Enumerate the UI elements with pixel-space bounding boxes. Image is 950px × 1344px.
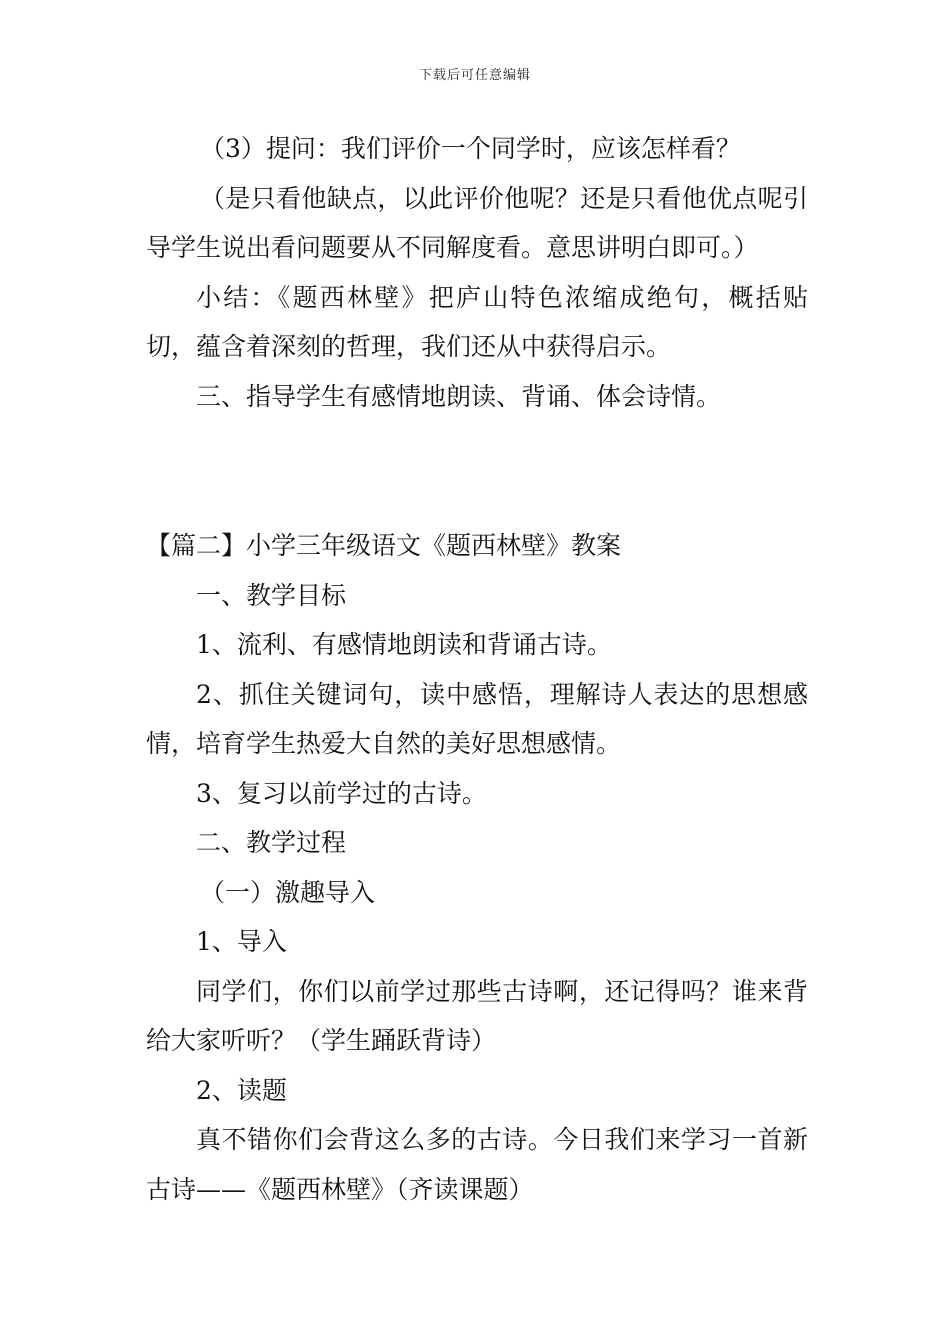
section-1-body bbox=[146, 124, 808, 421]
paragraph-goals-heading: 一、教学目标 bbox=[196, 580, 347, 610]
paragraph-process-heading: 二、教学过程 bbox=[196, 828, 347, 857]
paragraph-question: （3）提问：我们评价一个同学时，应该怎样看？ bbox=[200, 134, 741, 163]
paragraph-summary: 小结：《题西林壁》把庐山特色浓缩成绝句，概括贴切，蕴含着深刻的哲理，我们还从中获得启示。 bbox=[146, 282, 808, 361]
paragraph-step-three: 三、指导学生有感情地朗读、背诵、体会诗情。 bbox=[196, 381, 722, 411]
paragraph-goal-2: 2、抓住关键词句，读中感悟，理解诗人表达的思想感情，培育学生热爱大自然的美好思想感情。 bbox=[146, 679, 808, 758]
paragraph-read-title-text: 真不错你们会背这么多的古诗。今日我们来学习一首新古诗——《题西林壁》（齐读课题） bbox=[146, 1125, 808, 1204]
paragraph-intro-text: 同学们，你们以前学过那些古诗啊，还记得吗？谁来背给大家听听？（学生踊跃背诗） bbox=[146, 976, 808, 1055]
paragraph-step-read-title: 2、读题 bbox=[196, 1075, 287, 1105]
section-2-body bbox=[146, 521, 808, 1214]
paragraph-goal-3: 3、复习以前学过的古诗。 bbox=[196, 778, 487, 808]
paragraph-explanation: （是只看他缺点，以此评价他呢？还是只看他优点呢引导学生说出看问题要从不同解度看。意思讲明白即可。） bbox=[146, 183, 808, 262]
header-note: 下载后可任意编辑 bbox=[418, 68, 531, 83]
section-title: 【篇二】小学三年级语文《题西林壁》教案 bbox=[146, 531, 622, 560]
paragraph-goal-1: 1、流利、有感情地朗读和背诵古诗。 bbox=[196, 630, 612, 659]
paragraph-intro-heading: （一）激趣导入 bbox=[200, 877, 376, 907]
paragraph-step-intro: 1、导入 bbox=[196, 927, 287, 956]
